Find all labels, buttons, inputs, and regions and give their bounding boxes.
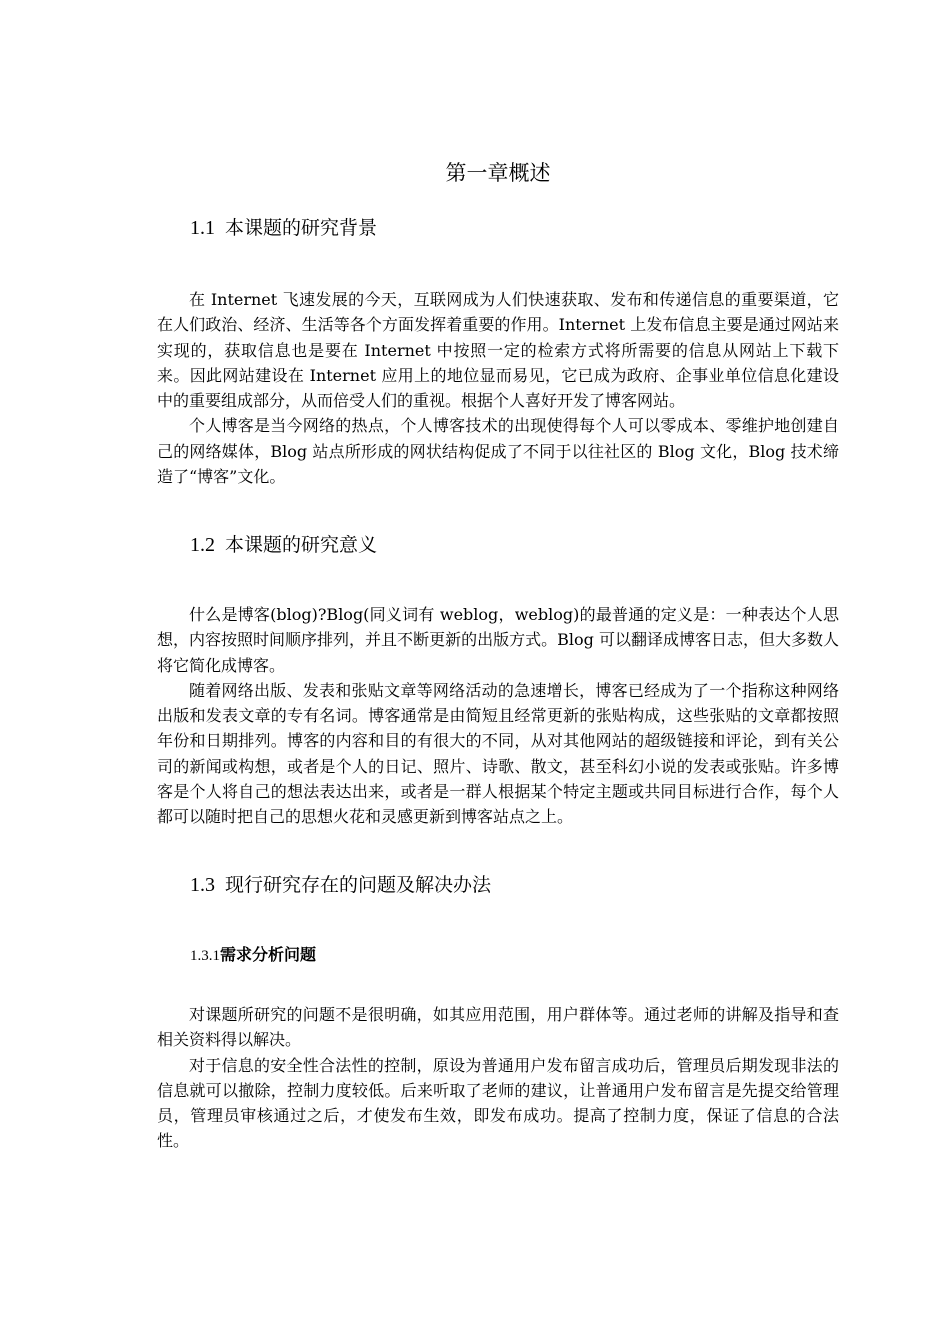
subsection-title: 需求分析问题 bbox=[220, 945, 317, 964]
section-number: 1.1 bbox=[190, 217, 215, 239]
section-1-3-1-body bbox=[157, 1002, 839, 1154]
paragraph: 随着网络出版、发表和张贴文章等网络活动的急速增长，博客已经成为了一个指称这种网络出版和发表文章的专有名词。博客通常是由简短且经常更新的张贴构成，这些张贴的文章都按照年份和日期排列。博客的内容和目的有很大的不同，从对其他网站的超级链接和评论，到有关公司的新闻或构想，或者是个人的日记、照片、诗歌、散文，甚至科幻小说的发表或张贴。许多博客是个人将自己的想法表达出来，或者是一群人根据某个特定主题或共同目标进行合作，每个人都可以随时把自己的思想火花和灵感更新到博客站点之上。 bbox=[157, 680, 839, 827]
section-1-2-body bbox=[157, 602, 839, 830]
paragraph: 个人博客是当今网络的热点，个人博客技术的出现使得每个人可以零成本、零维护地创建自己的网络媒体，Blog 站点所形成的网状结构促成了不同于以往社区的 Blog 文化，Blog 技术缔造了“博客”文化。 bbox=[157, 416, 839, 487]
section-heading-1-2 bbox=[190, 531, 377, 559]
paragraph: 什么是博客(blog)?Blog(同义词有 weblog，weblog)的最普通的定义是：一种表达个人思想，内容按照时间顺序排列，并且不断更新的出版方式。Blog 可以翻译成博客日志，但大多数人将它简化成博客。 bbox=[157, 605, 839, 675]
section-number: 1.2 bbox=[190, 534, 215, 556]
section-heading-1-1 bbox=[190, 214, 377, 242]
subsection-heading-1-3-1 bbox=[190, 943, 316, 968]
section-title: 现行研究存在的问题及解决办法 bbox=[225, 874, 492, 896]
paragraph: 对于信息的安全性合法性的控制，原设为普通用户发布留言成功后，管理员后期发现非法的信息就可以撤除，控制力度较低。后来听取了老师的建议，让普通用户发布留言是先提交给管理员，管理员审核通过之后，才使发布生效，即发布成功。提高了控制力度，保证了信息的合法性。 bbox=[157, 1055, 839, 1151]
section-1-1-body bbox=[157, 287, 839, 489]
section-heading-1-3 bbox=[190, 871, 491, 899]
section-title: 本课题的研究意义 bbox=[225, 534, 378, 556]
section-title: 本课题的研究背景 bbox=[225, 217, 378, 239]
paragraph: 在 Internet 飞速发展的今天，互联网成为人们快速获取、发布和传递信息的重要渠道，它在人们政治、经济、生活等各个方面发挥着重要的作用。Internet 上发布信息主要是通过网站来实现的，获取信息也是要在 Internet 中按照一定的检索方式将所需要的信息从网站上下载下来。因此网站建设在 Internet 应用上的地位显而易见，它已成为政府、企事业单位信息化建设中的重要组成部分，从而倍受人们的重视。根据个人喜好开发了博客网站。 bbox=[157, 290, 839, 411]
subsection-number: 1.3.1 bbox=[190, 948, 220, 964]
section-number: 1.3 bbox=[190, 874, 215, 896]
paragraph: 对课题所研究的问题不是很明确，如其应用范围，用户群体等。通过老师的讲解及指导和查相关资料得以解决。 bbox=[157, 1005, 839, 1050]
chapter-title: 第一章概述 bbox=[445, 161, 551, 185]
